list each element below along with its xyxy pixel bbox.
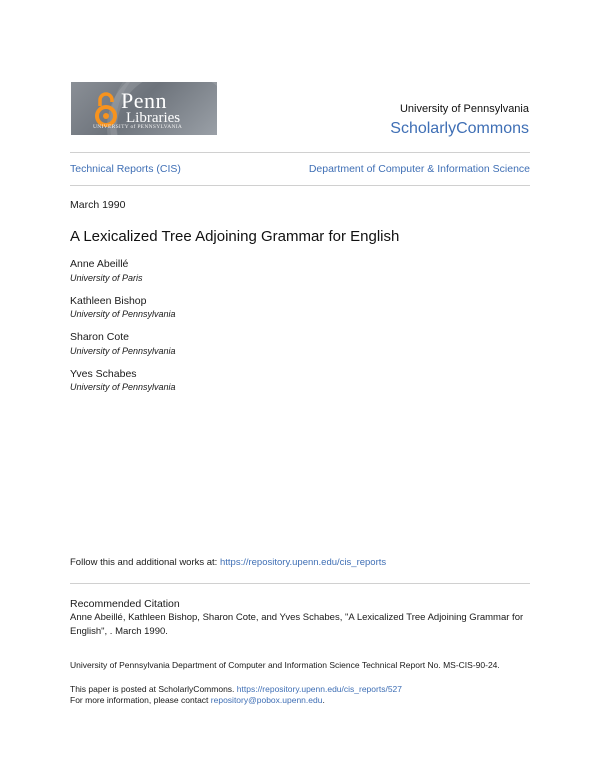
author-name: Yves Schabes <box>70 368 137 380</box>
series-link[interactable]: Technical Reports (CIS) <box>70 163 181 175</box>
logo-libraries-text: Libraries <box>126 110 181 126</box>
paper-title: A Lexicalized Tree Adjoining Grammar for English <box>70 228 400 245</box>
recommended-citation-text: Anne Abeillé, Kathleen Bishop, Sharon Cote, and Yves Schabes, "A Lexicalized Tree Adjoining Grammar for English", . March 1990. <box>70 612 524 637</box>
author-affiliation: University of Paris <box>70 273 143 283</box>
divider <box>70 185 530 186</box>
contact-line <box>70 695 325 705</box>
contact-email-link[interactable]: repository@pobox.upenn.edu <box>210 695 323 705</box>
author-affiliation: University of Pennsylvania <box>70 346 176 356</box>
repository-name-link[interactable]: ScholarlyCommons <box>390 120 529 137</box>
recommended-citation-heading: Recommended Citation <box>70 598 180 610</box>
author-affiliation: University of Pennsylvania <box>70 309 176 319</box>
university-name: University of Pennsylvania <box>399 103 529 115</box>
author-affiliation: University of Pennsylvania <box>70 382 176 392</box>
logo-penn-text: Penn <box>121 88 167 113</box>
author-name: Sharon Cote <box>70 331 129 343</box>
posted-link[interactable]: https://repository.upenn.edu/cis_reports/527 <box>236 684 402 694</box>
divider <box>70 583 530 584</box>
technical-report-line: University of Pennsylvania Department of Computer and Information Science Technical Report No. MS-CIS-90-24. <box>70 660 500 670</box>
penn-libraries-logo[interactable] <box>71 82 217 135</box>
open-access-icon <box>93 90 119 128</box>
posted-line <box>70 684 402 694</box>
publication-date: March 1990 <box>70 199 126 211</box>
author-name: Anne Abeillé <box>70 258 129 270</box>
contact-text: For more information, please contact <box>70 695 211 705</box>
divider <box>70 152 530 153</box>
follow-text: Follow this and additional works at: <box>70 557 220 568</box>
posted-text: This paper is posted at ScholarlyCommons. <box>70 684 237 694</box>
contact-end: . <box>322 695 325 705</box>
follow-line <box>70 557 386 568</box>
author-name: Kathleen Bishop <box>70 295 147 307</box>
logo-university-text: UNIVERSITY of PENNSYLVANIA <box>93 124 183 130</box>
follow-link[interactable]: https://repository.upenn.edu/cis_reports <box>219 557 387 568</box>
department-link[interactable]: Department of Computer & Information Science <box>308 163 530 175</box>
